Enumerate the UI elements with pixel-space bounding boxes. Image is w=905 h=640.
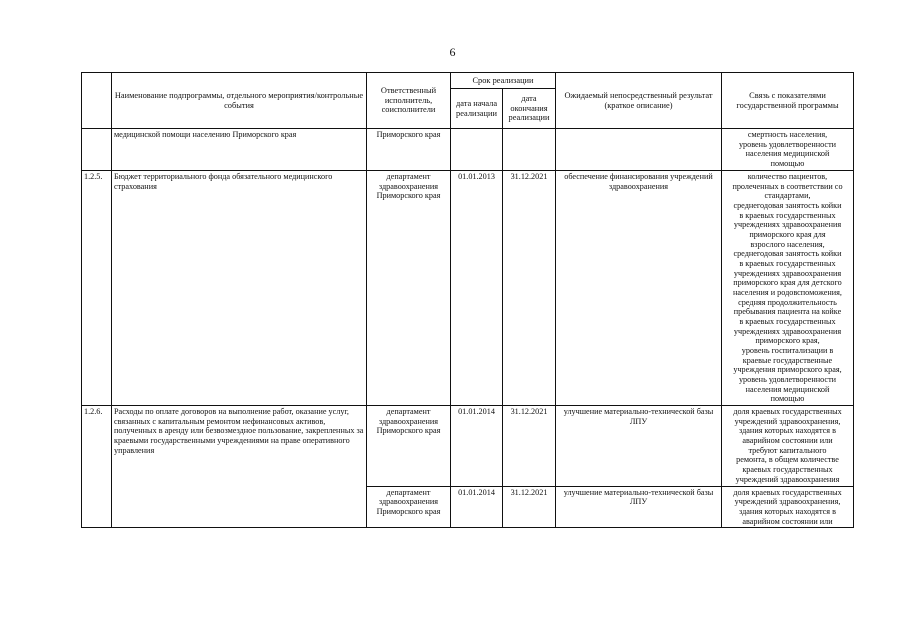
table-row-1-2-5 — [82, 171, 854, 406]
indicator-line: населения медицинской — [745, 384, 830, 394]
header-num — [82, 73, 112, 129]
row-indicators — [722, 406, 854, 486]
header-term: Срок реализации — [451, 73, 556, 89]
row-end-date — [503, 129, 556, 171]
row-result: обеспечение финансирования учреждений здравоохранения — [556, 171, 722, 406]
indicator-line: уровень госпитализации в — [741, 346, 834, 356]
indicator-line: приморского края для детского — [733, 278, 842, 288]
indicator-line: средняя продолжительность — [738, 297, 837, 307]
indicator-line: населения медицинской — [745, 149, 830, 159]
row-start-date: 01.01.2014 — [451, 406, 503, 486]
indicator-line: учреждениях здравоохранения — [733, 268, 842, 278]
indicator-line: приморского края, — [755, 336, 820, 346]
page-number: 6 — [449, 45, 456, 59]
row-responsible: департамент здравоохранения Приморского края — [367, 406, 451, 486]
indicator-line: доля краевых государственных — [733, 407, 842, 417]
indicator-line: учреждений здравоохранения — [735, 474, 840, 484]
indicator-line: приморского края для — [749, 230, 826, 240]
header-end-date: дата окончания реализации — [503, 89, 556, 129]
header-start-date: дата начала реализации — [451, 89, 503, 129]
row-indicators — [722, 171, 854, 406]
indicator-line: пребывания пациента на койке — [733, 307, 842, 317]
indicator-line: учреждения приморского края, — [733, 365, 842, 375]
row-start-date — [451, 129, 503, 171]
indicator-line: аварийном состоянии или — [742, 436, 833, 446]
row-indicators — [722, 129, 854, 171]
row-end-date: 31.12.2021 — [503, 171, 556, 406]
indicator-line: стандартами, — [764, 191, 811, 201]
program-table — [81, 72, 854, 528]
row-indicators — [722, 486, 854, 528]
indicator-line: смертность населения, — [747, 130, 828, 139]
row-result — [556, 129, 722, 171]
indicator-line: уровень удовлетворенности — [738, 375, 837, 385]
row-responsible: департамент здравоохранения Приморского края — [367, 171, 451, 406]
indicator-line: учреждений здравоохранения, — [734, 497, 841, 507]
indicator-line: уровень удовлетворенности — [738, 139, 837, 149]
indicator-line: аварийном состоянии или — [742, 516, 833, 526]
indicator-line: учреждениях здравоохранения — [733, 326, 842, 336]
indicator-line: помощью — [770, 159, 805, 169]
indicator-line: требуют капитального — [748, 445, 827, 455]
row-result: улучшение материально-технической базы ЛПУ — [556, 406, 722, 486]
indicator-line: населения и родовспоможения, — [733, 288, 842, 298]
row-start-date: 01.01.2014 — [451, 486, 503, 528]
header-link: Связь с показателями государственной программы — [722, 73, 854, 129]
row-end-date: 31.12.2021 — [503, 406, 556, 486]
row-num: 1.2.5. — [82, 171, 112, 406]
indicator-line: краевые государственные — [742, 355, 833, 365]
header-responsible: Ответственный исполнитель, соисполнители — [367, 73, 451, 129]
row-name: медицинской помощи населению Приморского края — [112, 129, 367, 171]
indicator-line: среднегодовая занятость койки — [733, 249, 842, 259]
indicator-line: доля краевых государственных — [733, 487, 842, 497]
indicator-line: в краевых государственных — [739, 210, 836, 220]
indicator-line: пролеченных в соответствии со — [732, 181, 843, 191]
row-num: 1.2.6. — [82, 406, 112, 528]
row-result: улучшение материально-технической базы ЛПУ — [556, 486, 722, 528]
row-start-date: 01.01.2013 — [451, 171, 503, 406]
indicator-line: в краевых государственных — [739, 317, 836, 327]
header-name: Наименование подпрограммы, отдельного мероприятия/контрольные события — [112, 73, 367, 129]
indicator-line: учреждений здравоохранения, — [734, 416, 841, 426]
indicator-line: количество пациентов, — [747, 172, 828, 181]
table-row-1-2-6 — [82, 406, 854, 486]
table-row-continuation — [82, 129, 854, 171]
row-name: Бюджет территориального фонда обязательного медицинского страхования — [112, 171, 367, 406]
row-num — [82, 129, 112, 171]
row-end-date: 31.12.2021 — [503, 486, 556, 528]
indicator-line: краевых государственных — [742, 465, 833, 475]
row-responsible: департамент здравоохранения Приморского края — [367, 486, 451, 528]
indicator-line: учреждениях здравоохранения — [733, 220, 842, 230]
header-result: Ожидаемый непосредственный результат (краткое описание) — [556, 73, 722, 129]
indicator-line: здания которых находятся в — [739, 506, 836, 516]
indicator-line: среднегодовая занятость койки — [733, 201, 842, 211]
row-name: Расходы по оплате договоров на выполнение работ, оказание услуг, связанных с капитальным ремонтом нефинансовых активов, полученных в аренду или безвозмездное пользование, закрепленных за краевыми государственными учреждениями на праве оперативного управления — [112, 406, 367, 528]
indicator-line: помощью — [770, 394, 805, 404]
indicator-line: здания которых находятся в — [739, 426, 836, 436]
indicator-line: взрослого населения, — [750, 239, 825, 249]
indicator-line: в краевых государственных — [739, 259, 836, 269]
row-responsible: Приморского края — [367, 129, 451, 171]
indicator-line: ремонта, в общем количестве — [736, 455, 839, 465]
